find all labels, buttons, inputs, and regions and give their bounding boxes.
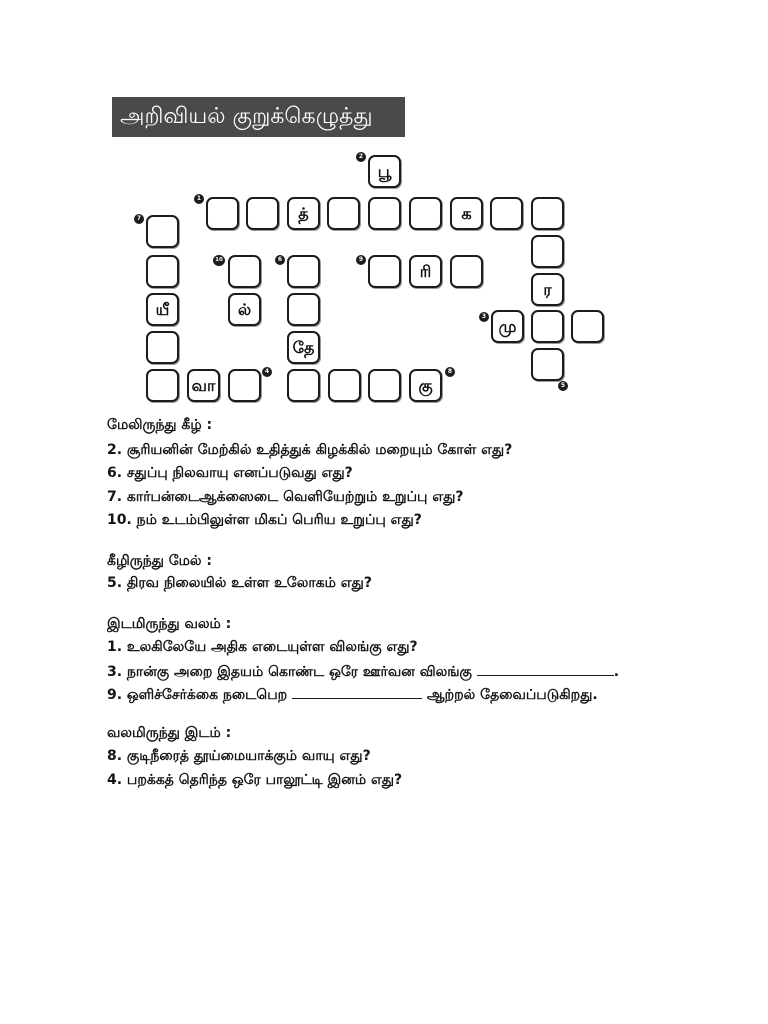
clue-text-before-blank: 3. நான்கு அறை இதயம் கொண்ட ஒரே ஊர்வன விலங்கு <box>107 664 472 680</box>
clue-number-marker: 3 <box>479 312 489 322</box>
clue-number-marker: 7 <box>134 214 144 224</box>
crossword-cell: தே <box>287 331 320 364</box>
crossword-cell: ல் <box>228 293 261 326</box>
crossword-cell <box>228 255 261 288</box>
clue-item: 8. குடிநீரைத் தூய்மையாக்கும் வாயு எது? <box>107 748 371 764</box>
crossword-cell: க <box>450 197 483 230</box>
crossword-cell <box>146 331 179 364</box>
crossword-cell <box>146 255 179 288</box>
clue-number-marker: 4 <box>262 367 272 377</box>
clue-number-marker: 10 <box>213 255 225 266</box>
clue-text-after-blank: . <box>613 664 620 680</box>
clue-number-marker: 8 <box>445 367 455 377</box>
crossword-cell <box>328 369 361 402</box>
clue-item: 6. சதுப்பு நிலவாயு எனப்படுவது எது? <box>107 465 353 481</box>
clue-number-marker: 1 <box>194 194 204 204</box>
crossword-cell <box>571 310 604 343</box>
crossword-cell <box>409 197 442 230</box>
answer-blank-line <box>292 684 422 699</box>
crossword-cell <box>368 369 401 402</box>
crossword-cell <box>531 348 564 381</box>
crossword-cell: யீ <box>146 293 179 326</box>
crossword-cell <box>146 369 179 402</box>
crossword-cell <box>287 369 320 402</box>
crossword-cell <box>531 235 564 268</box>
clue-heading-top-to-bottom: மேலிருந்து கீழ் : <box>107 417 213 433</box>
clue-number-marker: 9 <box>356 255 366 265</box>
clue-item-with-blank <box>107 684 598 705</box>
crossword-cell <box>531 310 564 343</box>
crossword-cell <box>246 197 279 230</box>
clue-item: 5. திரவ நிலையில் உள்ள உலோகம் எது? <box>107 575 372 591</box>
crossword-cell: த் <box>287 197 320 230</box>
crossword-cell <box>368 197 401 230</box>
answer-blank-line <box>477 661 614 676</box>
crossword-cell <box>327 197 360 230</box>
crossword-cell <box>450 255 483 288</box>
clue-text-before-blank: 9. ஒளிச்சேர்க்கை நடைபெற <box>107 687 288 703</box>
clue-item: 1. உலகிலேயே அதிக எடையுள்ள விலங்கு எது? <box>107 639 418 655</box>
crossword-cell <box>287 293 320 326</box>
clue-number-marker: 6 <box>275 255 285 265</box>
crossword-cell <box>146 215 179 248</box>
clue-number-marker: 2 <box>356 152 366 162</box>
clue-heading-left-to-right: இடமிருந்து வலம் : <box>107 616 232 632</box>
clue-item: 7. கார்பன்டைஆக்ஸைடை வெளியேற்றும் உறுப்பு எது? <box>107 489 464 505</box>
crossword-cell: ரி <box>409 255 442 288</box>
clue-item-with-blank <box>107 661 619 682</box>
crossword-cell <box>228 369 261 402</box>
crossword-cell <box>368 255 401 288</box>
crossword-cell <box>206 197 239 230</box>
crossword-cell <box>531 197 564 230</box>
clue-item: 10. நம் உடம்பிலுள்ள மிகப் பெரிய உறுப்பு எது? <box>107 512 422 528</box>
crossword-cell: பூ <box>368 155 401 188</box>
clue-item: 2. சூரியனின் மேற்கில் உதித்துக் கிழக்கில் மறையும் கோள் எது? <box>107 442 513 458</box>
crossword-cell <box>287 255 320 288</box>
crossword-cell: வா <box>187 369 220 402</box>
crossword-cell <box>490 197 523 230</box>
clue-heading-bottom-to-top: கீழிருந்து மேல் : <box>107 553 213 569</box>
worksheet-title: அறிவியல் குறுக்கெழுத்து <box>112 97 405 137</box>
clue-heading-right-to-left: வலமிருந்து இடம் : <box>107 725 232 741</box>
clue-text-after-blank: ஆற்றல் தேவைப்படுகிறது. <box>426 687 598 703</box>
crossword-cell: மு <box>491 310 524 343</box>
clue-item: 4. பறக்கத் தெரிந்த ஒரே பாலூட்டி இனம் எது? <box>107 772 403 788</box>
crossword-cell: ர <box>531 273 564 306</box>
clue-number-marker: 5 <box>558 381 568 391</box>
crossword-cell: கு <box>409 369 442 402</box>
